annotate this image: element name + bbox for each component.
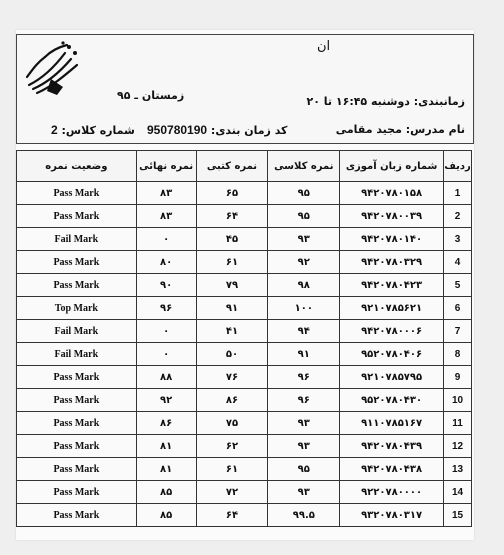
student-id-cell: ۹۲۱۰۷۸۵۶۲۱ [340, 297, 444, 320]
written-score-cell: ۶۴ [196, 504, 268, 527]
table-row [17, 205, 472, 228]
final-score-cell: ۸۰ [136, 251, 196, 274]
col-header-status: وضعیت نمره [17, 151, 137, 182]
status-cell: Fail Mark [17, 320, 137, 343]
class-score-cell: ۹۹.۵ [268, 504, 340, 527]
status-cell: Pass Mark [17, 366, 137, 389]
student-id-cell: ۹۲۲۰۷۸۰۰۰۰ [340, 481, 444, 504]
class-score-cell: ۹۳ [268, 481, 340, 504]
table-row [17, 228, 472, 251]
teacher-value: مجید مقامی [335, 123, 402, 136]
table-row [17, 320, 472, 343]
status-cell: Pass Mark [17, 389, 137, 412]
schedule-line [307, 95, 465, 108]
row-number-cell: 4 [444, 251, 472, 274]
student-id-cell: ۹۵۲۰۷۸۰۴۰۶ [340, 343, 444, 366]
class-number-value: 2 [51, 123, 58, 137]
table-row [17, 412, 472, 435]
row-number-cell: 10 [444, 389, 472, 412]
time-code-line [147, 123, 287, 137]
status-cell: Pass Mark [17, 274, 137, 297]
col-header-final-score: نمره نهائی [136, 151, 196, 182]
student-id-cell: ۹۴۲۰۷۸۰۴۲۳ [340, 274, 444, 297]
time-code-label: کد زمان بندی: [210, 124, 288, 137]
class-score-cell: ۹۲ [268, 251, 340, 274]
col-header-row-number: ردیف [444, 151, 472, 182]
table-body [17, 182, 472, 527]
class-score-cell: ۹۳ [268, 435, 340, 458]
final-score-cell: ۸۵ [136, 504, 196, 527]
status-cell: Pass Mark [17, 458, 137, 481]
row-number-cell: 7 [444, 320, 472, 343]
final-score-cell: ۰ [136, 228, 196, 251]
status-cell: Top Mark [17, 297, 137, 320]
schedule-label: زمانبندی: [413, 95, 465, 108]
teacher-line [336, 123, 465, 136]
final-score-cell: ۸۱ [136, 458, 196, 481]
student-id-cell: ۹۵۲۰۷۸۰۴۳۰ [340, 389, 444, 412]
student-id-cell: ۹۴۲۰۷۸۰۱۴۰ [340, 228, 444, 251]
written-score-cell: ۶۱ [196, 458, 268, 481]
class-score-cell: ۹۵ [268, 205, 340, 228]
class-score-cell: ۹۵ [268, 458, 340, 481]
final-score-cell: ۹۶ [136, 297, 196, 320]
schedule-value: دوشنبه ۱۶:۴۵ تا ۲۰ [306, 95, 410, 108]
term-value: زمستان ـ ۹۵ [117, 89, 185, 102]
written-score-cell: ۶۵ [196, 182, 268, 205]
teacher-label: نام مدرس: [405, 123, 465, 136]
status-cell: Pass Mark [17, 251, 137, 274]
student-id-cell: ۹۲۱۰۷۸۵۷۹۵ [340, 366, 444, 389]
status-cell: Fail Mark [17, 343, 137, 366]
row-number-cell: 15 [444, 504, 472, 527]
status-cell: Fail Mark [17, 228, 137, 251]
final-score-cell: ۹۰ [136, 274, 196, 297]
student-id-cell: ۹۴۲۰۷۸۰۳۲۹ [340, 251, 444, 274]
written-score-cell: ۶۴ [196, 205, 268, 228]
row-number-cell: 14 [444, 481, 472, 504]
class-score-cell: ۹۳ [268, 228, 340, 251]
class-score-cell: ۹۸ [268, 274, 340, 297]
written-score-cell: ۶۱ [196, 251, 268, 274]
final-score-cell: ۹۲ [136, 389, 196, 412]
written-score-cell: ۴۱ [196, 320, 268, 343]
grades-table [16, 150, 472, 527]
student-id-cell: ۹۴۲۰۷۸۰۴۳۹ [340, 435, 444, 458]
table-header-row [17, 151, 472, 182]
row-number-cell: 3 [444, 228, 472, 251]
time-code-value: 950780190 [147, 123, 208, 137]
written-score-cell: ۶۲ [196, 435, 268, 458]
table-row [17, 435, 472, 458]
col-header-class-score: نمره کلاسی [268, 151, 340, 182]
student-id-cell: ۹۳۲۰۷۸۰۳۱۷ [340, 504, 444, 527]
table-row [17, 366, 472, 389]
row-number-cell: 12 [444, 435, 472, 458]
status-cell: Pass Mark [17, 504, 137, 527]
class-score-cell: ۹۱ [268, 343, 340, 366]
final-score-cell: ۰ [136, 343, 196, 366]
report-header [16, 34, 474, 144]
final-score-cell: ۸۳ [136, 182, 196, 205]
written-score-cell: ۷۵ [196, 412, 268, 435]
table-row [17, 504, 472, 527]
final-score-cell: ۸۱ [136, 435, 196, 458]
class-score-cell: ۱۰۰ [268, 297, 340, 320]
status-cell: Pass Mark [17, 182, 137, 205]
student-id-cell: ۹۴۲۰۷۸۰۰۰۶ [340, 320, 444, 343]
class-number-line [51, 123, 135, 137]
table-row [17, 458, 472, 481]
row-number-cell: 1 [444, 182, 472, 205]
table-row [17, 274, 472, 297]
student-id-cell: ۹۴۲۰۷۸۰۱۵۸ [340, 182, 444, 205]
class-score-cell: ۹۶ [268, 366, 340, 389]
class-score-cell: ۹۵ [268, 182, 340, 205]
col-header-student-id: شماره زبان آموزی [340, 151, 444, 182]
class-number-label: شماره کلاس: [61, 124, 135, 137]
final-score-cell: ۰ [136, 320, 196, 343]
row-number-cell: 11 [444, 412, 472, 435]
written-score-cell: ۷۹ [196, 274, 268, 297]
written-score-cell: ۴۵ [196, 228, 268, 251]
table-row [17, 389, 472, 412]
col-header-written-score: نمره کتبی [196, 151, 268, 182]
student-id-cell: ۹۴۲۰۷۸۰۴۳۸ [340, 458, 444, 481]
status-cell: Pass Mark [17, 435, 137, 458]
final-score-cell: ۸۶ [136, 412, 196, 435]
table-row [17, 251, 472, 274]
written-score-cell: ۸۶ [196, 389, 268, 412]
row-number-cell: 5 [444, 274, 472, 297]
status-cell: Pass Mark [17, 205, 137, 228]
table-row [17, 182, 472, 205]
written-score-cell: ۷۶ [196, 366, 268, 389]
row-number-cell: 13 [444, 458, 472, 481]
final-score-cell: ۸۳ [136, 205, 196, 228]
class-score-cell: ۹۶ [268, 389, 340, 412]
row-number-cell: 9 [444, 366, 472, 389]
class-score-cell: ۹۳ [268, 412, 340, 435]
final-score-cell: ۸۸ [136, 366, 196, 389]
table-row [17, 297, 472, 320]
report-title-fragment: ان [317, 39, 331, 54]
written-score-cell: ۹۱ [196, 297, 268, 320]
row-number-cell: 8 [444, 343, 472, 366]
class-score-cell: ۹۴ [268, 320, 340, 343]
row-number-cell: 6 [444, 297, 472, 320]
written-score-cell: ۷۲ [196, 481, 268, 504]
status-cell: Pass Mark [17, 481, 137, 504]
row-number-cell: 2 [444, 205, 472, 228]
status-cell: Pass Mark [17, 412, 137, 435]
student-id-cell: ۹۴۲۰۷۸۰۰۳۹ [340, 205, 444, 228]
student-id-cell: ۹۱۱۰۷۸۵۱۶۷ [340, 412, 444, 435]
written-score-cell: ۵۰ [196, 343, 268, 366]
table-row [17, 481, 472, 504]
final-score-cell: ۸۵ [136, 481, 196, 504]
table-row [17, 343, 472, 366]
institute-logo-icon [23, 39, 85, 97]
